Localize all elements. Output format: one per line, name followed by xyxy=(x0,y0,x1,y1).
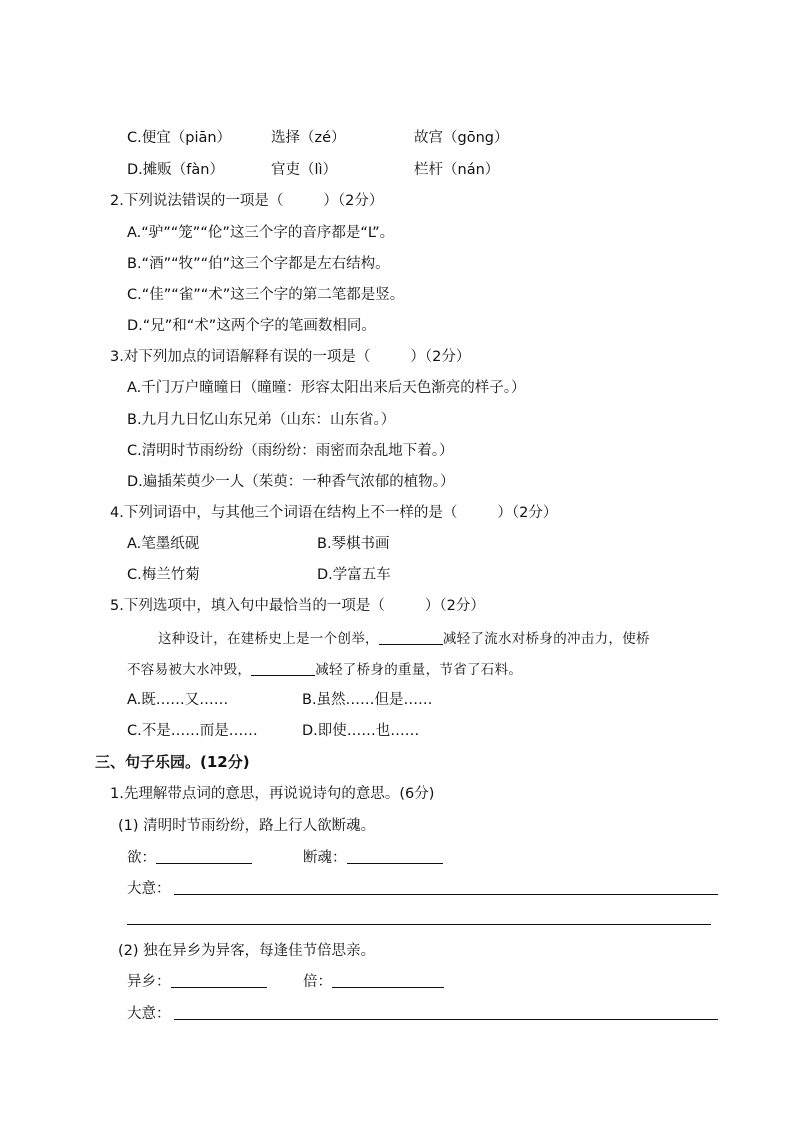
meaning-label-2: 大意： xyxy=(127,1006,171,1022)
q1-option-c-word3: 故宫（gōng） xyxy=(414,130,509,146)
section3-q1-stem: 1.先理解带点词的意思，再说说诗句的意思。(6分) xyxy=(110,786,435,802)
meaning-label-1: 大意： xyxy=(127,881,171,897)
answer-line[interactable] xyxy=(332,973,444,988)
q3-option-b: B.九月九日忆山东兄弟（山东：山东省。） xyxy=(127,412,396,428)
q2-stem: 2.下列说法错误的一项是（ ）（2分） xyxy=(110,193,384,209)
field-duanhun: 断魂： xyxy=(303,848,443,868)
answer-line[interactable] xyxy=(156,849,252,864)
answer-line[interactable] xyxy=(171,973,267,988)
q2-option-d: D.“兄”和“术”这两个字的笔画数相同。 xyxy=(127,318,376,334)
q5-option-a: A.既……又…… xyxy=(127,692,229,708)
q1-option-c-word2: 选择（zé） xyxy=(271,130,346,146)
q2-option-b: B.“酒”“牧”“伯”这三个字都是左右结构。 xyxy=(127,256,390,272)
q1-option-c: C.便宜（piān） xyxy=(127,130,232,146)
section-heading: 三、句子乐园。(12分) xyxy=(95,753,250,771)
passage-blank[interactable] xyxy=(379,630,443,645)
answer-line[interactable] xyxy=(174,1019,718,1020)
q2-option-c: C.“佳”“雀”“术”这三个字的第二笔都是竖。 xyxy=(127,287,405,303)
q3-option-d: D.遍插茱萸少一人（茱萸：一种香气浓郁的植物。） xyxy=(127,474,455,490)
field-yu: 欲： xyxy=(127,848,252,868)
q1-option-d: D.摊贩（fàn） xyxy=(127,162,224,178)
q1-option-d-word2: 官吏（lì） xyxy=(271,162,338,178)
answer-line[interactable] xyxy=(174,894,718,895)
q4-stem: 4.下列词语中，与其他三个词语在结构上不一样的是（ ）（2分） xyxy=(110,505,558,521)
q3-stem: 3.对下列加点的词语解释有误的一项是（ ）（2分） xyxy=(110,349,471,365)
field-yixiang: 异乡： xyxy=(127,972,267,992)
q5-passage-line2: 不容易被大水冲毁， 减轻了桥身的重量，节省了石料。 xyxy=(127,662,523,678)
q3-option-c: C.清明时节雨纷纷（雨纷纷：雨密而杂乱地下着。） xyxy=(127,443,454,459)
q4-option-b: B.琴棋书画 xyxy=(317,536,390,552)
q2-option-a: A.“驴”“笼”“伦”这三个字的音序都是“L”。 xyxy=(127,225,395,241)
passage-blank[interactable] xyxy=(251,661,315,676)
q4-option-a: A.笔墨纸砚 xyxy=(127,536,200,552)
q4-option-c: C.梅兰竹菊 xyxy=(127,567,200,583)
q4-option-d: D.学富五车 xyxy=(317,567,391,583)
poem-line-2: (2) 独在异乡为异客，每逢佳节倍思亲。 xyxy=(118,943,376,959)
poem-line-1: (1) 清明时节雨纷纷，路上行人欲断魂。 xyxy=(118,818,376,834)
answer-line[interactable] xyxy=(127,924,711,925)
q5-stem: 5.下列选项中，填入句中最恰当的一项是（ ）（2分） xyxy=(110,598,485,614)
q5-option-c: C.不是……而是…… xyxy=(127,723,258,739)
q5-option-d: D.即使……也…… xyxy=(302,723,420,739)
q1-option-d-word3: 栏杆（nán） xyxy=(414,162,500,178)
answer-line[interactable] xyxy=(347,849,443,864)
q5-option-b: B.虽然……但是…… xyxy=(302,692,433,708)
q3-option-a: A.千门万户曈曈日（曈曈：形容太阳出来后天色渐亮的样子。） xyxy=(127,380,526,396)
field-bei: 倍： xyxy=(303,972,444,992)
q5-passage-line1: 这种设计，在建桥史上是一个创举， 减轻了流水对桥身的冲击力，使桥 xyxy=(158,631,650,647)
